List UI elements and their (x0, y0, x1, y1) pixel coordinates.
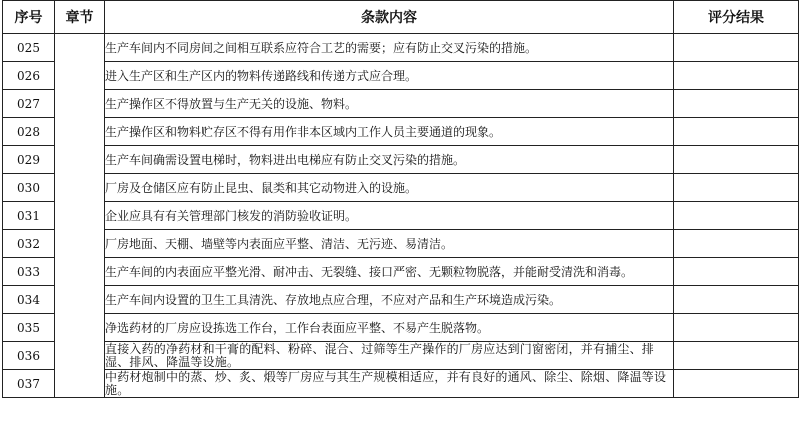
score-cell[interactable] (674, 230, 799, 258)
table-row (3, 146, 799, 174)
row-index: 027 (3, 90, 55, 118)
row-index: 028 (3, 118, 55, 146)
score-cell[interactable] (674, 314, 799, 342)
clause-table (2, 0, 799, 398)
row-clause: 直接入药的净药材和干膏的配料、粉碎、混合、过筛等生产操作的厂房应达到门窗密闭，并有捕尘、排湿、排风、降温等设施。 (105, 342, 674, 370)
table-row (3, 90, 799, 118)
row-clause: 净选药材的厂房应设拣选工作台，工作台表面应平整、不易产生脱落物。 (105, 314, 674, 342)
score-cell[interactable] (674, 342, 799, 370)
row-index: 026 (3, 62, 55, 90)
row-clause: 进入生产区和生产区内的物料传递路线和传递方式应合理。 (105, 62, 674, 90)
row-index: 033 (3, 258, 55, 286)
row-clause: 厂房地面、天棚、墙壁等内表面应平整、清洁、无污迹、易清洁。 (105, 230, 674, 258)
table-row (3, 342, 799, 370)
table-row (3, 370, 799, 398)
table-row (3, 118, 799, 146)
table-row (3, 34, 799, 62)
header-index: 序号 (3, 1, 55, 34)
row-clause: 厂房及仓储区应有防止昆虫、鼠类和其它动物进入的设施。 (105, 174, 674, 202)
row-index: 037 (3, 370, 55, 398)
row-index: 029 (3, 146, 55, 174)
score-cell[interactable] (674, 370, 799, 398)
score-cell[interactable] (674, 146, 799, 174)
table-row (3, 62, 799, 90)
header-row (3, 1, 799, 34)
row-clause: 生产操作区和物料贮存区不得有用作非本区域内工作人员主要通道的现象。 (105, 118, 674, 146)
table-row (3, 258, 799, 286)
row-clause: 企业应具有有关管理部门核发的消防验收证明。 (105, 202, 674, 230)
table-row (3, 202, 799, 230)
score-cell[interactable] (674, 286, 799, 314)
row-index: 036 (3, 342, 55, 370)
row-index: 034 (3, 286, 55, 314)
row-index: 030 (3, 174, 55, 202)
row-index: 025 (3, 34, 55, 62)
row-index: 032 (3, 230, 55, 258)
table-row (3, 174, 799, 202)
row-clause: 生产车间确需设置电梯时，物料进出电梯应有防止交叉污染的措施。 (105, 146, 674, 174)
row-index: 031 (3, 202, 55, 230)
table-row (3, 230, 799, 258)
row-index: 035 (3, 314, 55, 342)
score-cell[interactable] (674, 118, 799, 146)
row-clause: 中药材炮制中的蒸、炒、炙、煅等厂房应与其生产规模相适应，并有良好的通风、除尘、除烟、降温等设施。 (105, 370, 674, 398)
table-row (3, 314, 799, 342)
score-cell[interactable] (674, 62, 799, 90)
score-cell[interactable] (674, 174, 799, 202)
score-cell[interactable] (674, 34, 799, 62)
score-cell[interactable] (674, 202, 799, 230)
score-cell[interactable] (674, 258, 799, 286)
score-cell[interactable] (674, 90, 799, 118)
table-row (3, 286, 799, 314)
row-clause: 生产车间内设置的卫生工具清洗、存放地点应合理，不应对产品和生产环境造成污染。 (105, 286, 674, 314)
row-clause: 生产车间的内表面应平整光滑、耐冲击、无裂缝、接口严密、无颗粒物脱落，并能耐受清洗和消毒。 (105, 258, 674, 286)
header-chapter: 章节 (55, 1, 105, 34)
row-clause: 生产操作区不得放置与生产无关的设施、物料。 (105, 90, 674, 118)
header-clause: 条款内容 (105, 1, 674, 34)
chapter-cell (55, 34, 105, 398)
row-clause: 生产车间内不同房间之间相互联系应符合工艺的需要；应有防止交叉污染的措施。 (105, 34, 674, 62)
header-result: 评分结果 (674, 1, 799, 34)
